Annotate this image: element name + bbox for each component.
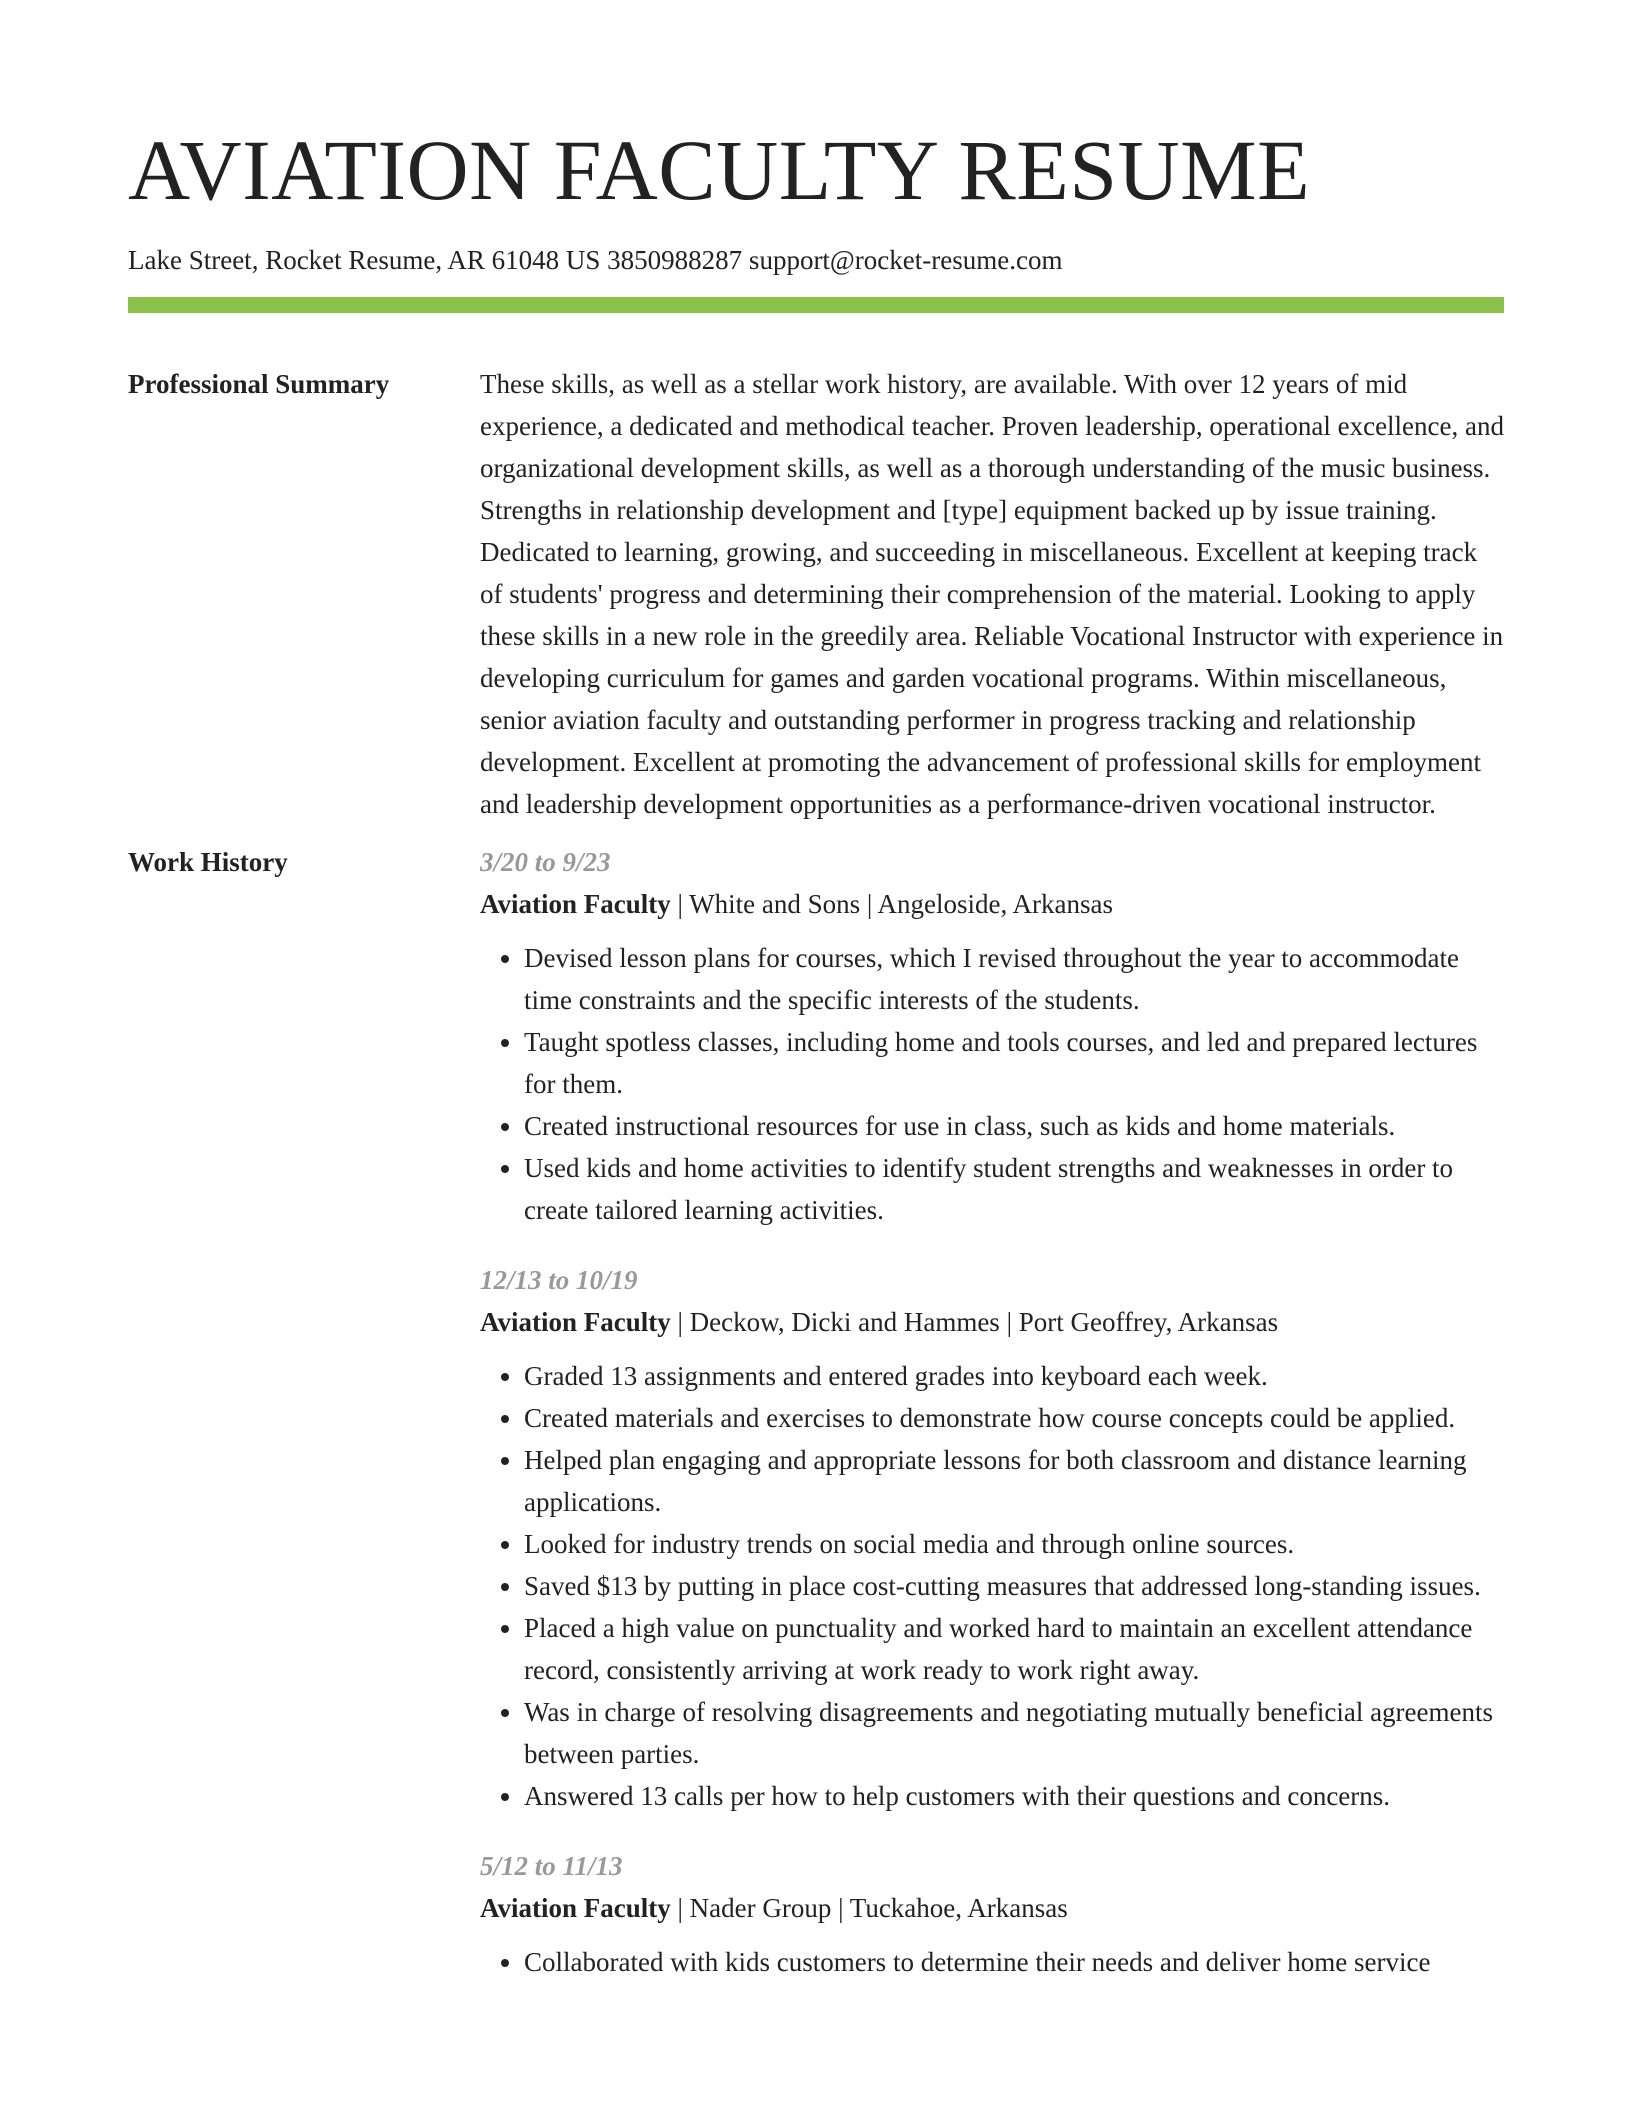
- job-title: Aviation Faculty: [480, 1307, 671, 1337]
- job-dates: 5/12 to 11/13: [480, 1851, 623, 1881]
- contact-line: Lake Street, Rocket Resume, AR 61048 US 3850988287 support@rocket-resume.com: [128, 245, 1063, 275]
- job-bullet-list: [480, 1355, 1504, 1817]
- job-dates: 3/20 to 9/23: [480, 847, 611, 877]
- resume-page: [128, 120, 1504, 2011]
- professional-summary-section: [128, 363, 1504, 825]
- job-title: Aviation Faculty: [480, 1893, 671, 1923]
- job-bullet: • Helped plan engaging and appropriate lessons for both classroom and distance learning applications.: [524, 1439, 1504, 1523]
- job-bullet: • Graded 13 assignments and entered grades into keyboard each week.: [524, 1355, 1504, 1397]
- job-bullet: • Created instructional resources for use in class, such as kids and home materials.: [524, 1105, 1504, 1147]
- job-entry: [480, 1845, 1504, 1983]
- job-dates: 12/13 to 10/19: [480, 1265, 638, 1295]
- accent-divider: [128, 297, 1504, 313]
- section-label-summary: Professional Summary: [128, 369, 390, 399]
- job-bullet-list: [480, 937, 1504, 1231]
- job-title: Aviation Faculty: [480, 889, 671, 919]
- job-bullet: • Used kids and home activities to identify student strengths and weaknesses in order to create tailored learning activities.: [524, 1147, 1504, 1231]
- job-bullet: • Saved $13 by putting in place cost-cutting measures that addressed long-standing issues.: [524, 1565, 1504, 1607]
- job-heading: [480, 1301, 1504, 1343]
- job-employer-location: | White and Sons | Angeloside, Arkansas: [670, 889, 1114, 919]
- job-employer-location: | Nader Group | Tuckahoe, Arkansas: [670, 1893, 1068, 1923]
- job-bullet: • Taught spotless classes, including home and tools courses, and led and prepared lectures for them.: [524, 1021, 1504, 1105]
- job-bullet-list: [480, 1941, 1504, 1983]
- job-heading: [480, 1887, 1504, 1929]
- job-bullet: • Collaborated with kids customers to determine their needs and deliver home service: [524, 1941, 1504, 1983]
- job-bullet: • Looked for industry trends on social media and through online sources.: [524, 1523, 1504, 1565]
- job-bullet: • Was in charge of resolving disagreements and negotiating mutually beneficial agreements between parties.: [524, 1691, 1504, 1775]
- job-entry: [480, 841, 1504, 1231]
- job-entry: [480, 1259, 1504, 1817]
- job-bullet: • Answered 13 calls per how to help customers with their questions and concerns.: [524, 1775, 1504, 1817]
- summary-body: [480, 363, 1504, 825]
- job-bullet: • Placed a high value on punctuality and worked hard to maintain an excellent attendance record, consistently arriving at work ready to work right away.: [524, 1607, 1504, 1691]
- job-bullet: • Created materials and exercises to demonstrate how course concepts could be applied.: [524, 1397, 1504, 1439]
- resume-title: AVIATION FACULTY RESUME: [128, 122, 1311, 218]
- job-heading: [480, 883, 1504, 925]
- job-bullet: • Devised lesson plans for courses, which I revised throughout the year to accommodate time constraints and the specific interests of the students.: [524, 937, 1504, 1021]
- work-history-body: [480, 841, 1504, 2011]
- summary-text: These skills, as well as a stellar work history, are available. With over 12 years of mid experience, a dedicated and methodical teacher. Proven leadership, operational excellence, and organizational development skills, as well as a thorough understanding of the music business. Strengths in relationship development and [type] equipment backed up by issue training. Dedicated to learning, growing, and succeeding in miscellaneous. Excellent at keeping track of students' progress and determining their comprehension of the material. Looking to apply these skills in a new role in the greedily area. Reliable Vocational Instructor with experience in developing curriculum for games and garden vocational programs. Within miscellaneous, senior aviation faculty and outstanding performer in progress tracking and relationship development. Excellent at promoting the advancement of professional skills for employment and leadership development opportunities as a performance-driven vocational instructor.: [480, 369, 1504, 819]
- section-label-work: Work History: [128, 847, 288, 877]
- job-employer-location: | Deckow, Dicki and Hammes | Port Geoffrey, Arkansas: [670, 1307, 1279, 1337]
- work-history-section: [128, 841, 1504, 2011]
